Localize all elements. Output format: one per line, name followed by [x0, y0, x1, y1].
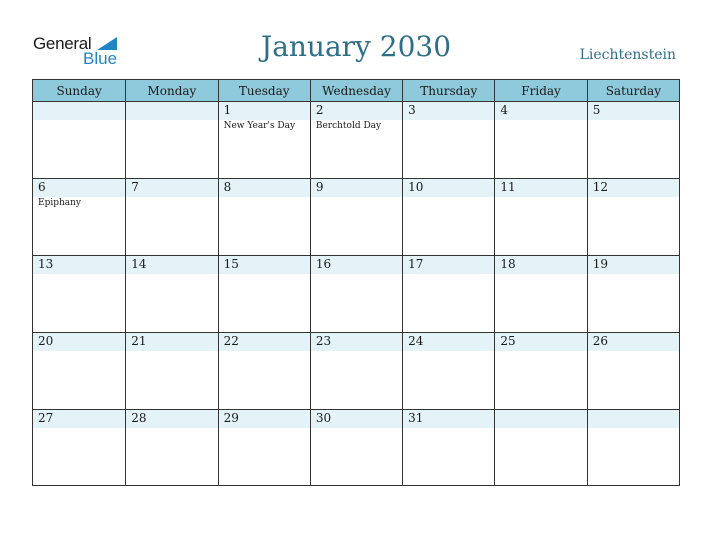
day-number: 20: [38, 334, 54, 348]
day-number: 21: [131, 334, 147, 348]
day-number: 30: [315, 411, 332, 425]
day-cell: [310, 256, 402, 332]
day-cell: [402, 179, 494, 255]
calendar-title: January 2030: [260, 30, 452, 63]
day-cell-band: [311, 179, 402, 197]
day-number: 3: [408, 103, 416, 117]
day-cell: [587, 333, 679, 409]
day-number: 24: [408, 334, 424, 348]
day-cell: [310, 102, 402, 178]
day-cell: [402, 102, 494, 178]
day-cell: [587, 179, 679, 255]
day-cell-band: [126, 102, 217, 120]
day-cell: [402, 256, 494, 332]
day-number: 23: [315, 334, 332, 348]
day-number: 10: [408, 180, 424, 194]
weekday-sunday: Sunday: [56, 84, 102, 98]
day-number: 11: [500, 180, 516, 194]
weekday-monday: Monday: [125, 80, 217, 102]
day-cell: [218, 179, 310, 255]
day-number: 27: [38, 411, 54, 425]
day-cell: [33, 410, 125, 486]
weekday-thursday: Thursday: [402, 80, 494, 102]
logo-blue-text: Blue: [83, 49, 118, 68]
week-row: [33, 410, 679, 486]
day-cell: [587, 102, 679, 178]
weekday-header: [33, 80, 679, 102]
day-number: 26: [592, 334, 608, 348]
day-number: 15: [223, 257, 239, 271]
day-number: 17: [408, 257, 424, 271]
day-number: 22: [223, 334, 239, 348]
day-cell: [402, 410, 494, 486]
day-cell-band: [403, 102, 494, 120]
day-number: 4: [500, 103, 509, 117]
day-number: 28: [131, 411, 147, 425]
day-cell: [125, 102, 217, 178]
day-cell: [33, 256, 125, 332]
day-cell: [125, 410, 217, 486]
holiday-label: Berchtold Day: [315, 121, 382, 131]
day-cell-band: [495, 102, 586, 120]
day-number: 1: [223, 103, 232, 117]
weekday-friday: Friday: [494, 80, 586, 102]
day-number: 5: [592, 103, 601, 117]
day-cell-band: [33, 179, 125, 197]
week-row: [33, 256, 679, 333]
day-cell: [218, 102, 310, 178]
day-number: 8: [223, 180, 232, 194]
holiday-label: New Year's Day: [223, 121, 296, 131]
day-cell-band: [33, 102, 125, 120]
day-number: 6: [38, 180, 46, 194]
day-cell: [587, 256, 679, 332]
day-cell: [33, 102, 125, 178]
holiday-label: Epiphany: [38, 198, 82, 208]
day-cell: [33, 179, 125, 255]
calendar-grid: [32, 79, 680, 486]
day-cell: [310, 333, 402, 409]
day-number: 31: [408, 411, 424, 425]
day-cell: [587, 410, 679, 486]
day-cell: [494, 410, 586, 486]
day-cell: [218, 333, 310, 409]
weekday-saturday: Saturday: [587, 80, 679, 102]
day-cell: [218, 256, 310, 332]
day-number: 9: [315, 180, 324, 194]
week-row: [33, 333, 679, 410]
week-row: [33, 102, 679, 179]
day-cell-band: [495, 410, 586, 428]
day-cell: [125, 256, 217, 332]
day-cell-band: [219, 179, 310, 197]
day-number: 2: [315, 103, 324, 117]
day-cell: [125, 179, 217, 255]
weekday-tuesday: Tuesday: [218, 80, 310, 102]
day-cell: [494, 179, 586, 255]
day-cell: [125, 333, 217, 409]
day-cell-band: [311, 102, 402, 120]
day-cell: [402, 333, 494, 409]
day-cell: [310, 410, 402, 486]
day-cell: [310, 179, 402, 255]
day-cell-band: [588, 410, 679, 428]
day-number: 7: [131, 180, 139, 194]
weekday-wednesday: Wednesday: [310, 80, 402, 102]
day-number: 25: [500, 334, 516, 348]
day-cell: [218, 410, 310, 486]
day-cell: [494, 102, 586, 178]
logo-general-text: General: [33, 34, 92, 53]
weeks-container: [33, 102, 679, 486]
day-cell: [33, 333, 125, 409]
day-number: 14: [131, 257, 147, 271]
day-cell-band: [126, 179, 217, 197]
day-number: 13: [38, 257, 54, 271]
day-cell: [494, 333, 586, 409]
week-row: [33, 179, 679, 256]
day-cell: [494, 256, 586, 332]
day-number: 12: [592, 180, 608, 194]
day-cell-band: [588, 102, 679, 120]
day-number: 19: [592, 257, 608, 271]
day-number: 18: [500, 257, 516, 271]
day-cell-band: [219, 102, 310, 120]
country-label: Liechtenstein: [579, 47, 676, 63]
day-number: 16: [315, 257, 332, 271]
day-number: 29: [223, 411, 239, 425]
